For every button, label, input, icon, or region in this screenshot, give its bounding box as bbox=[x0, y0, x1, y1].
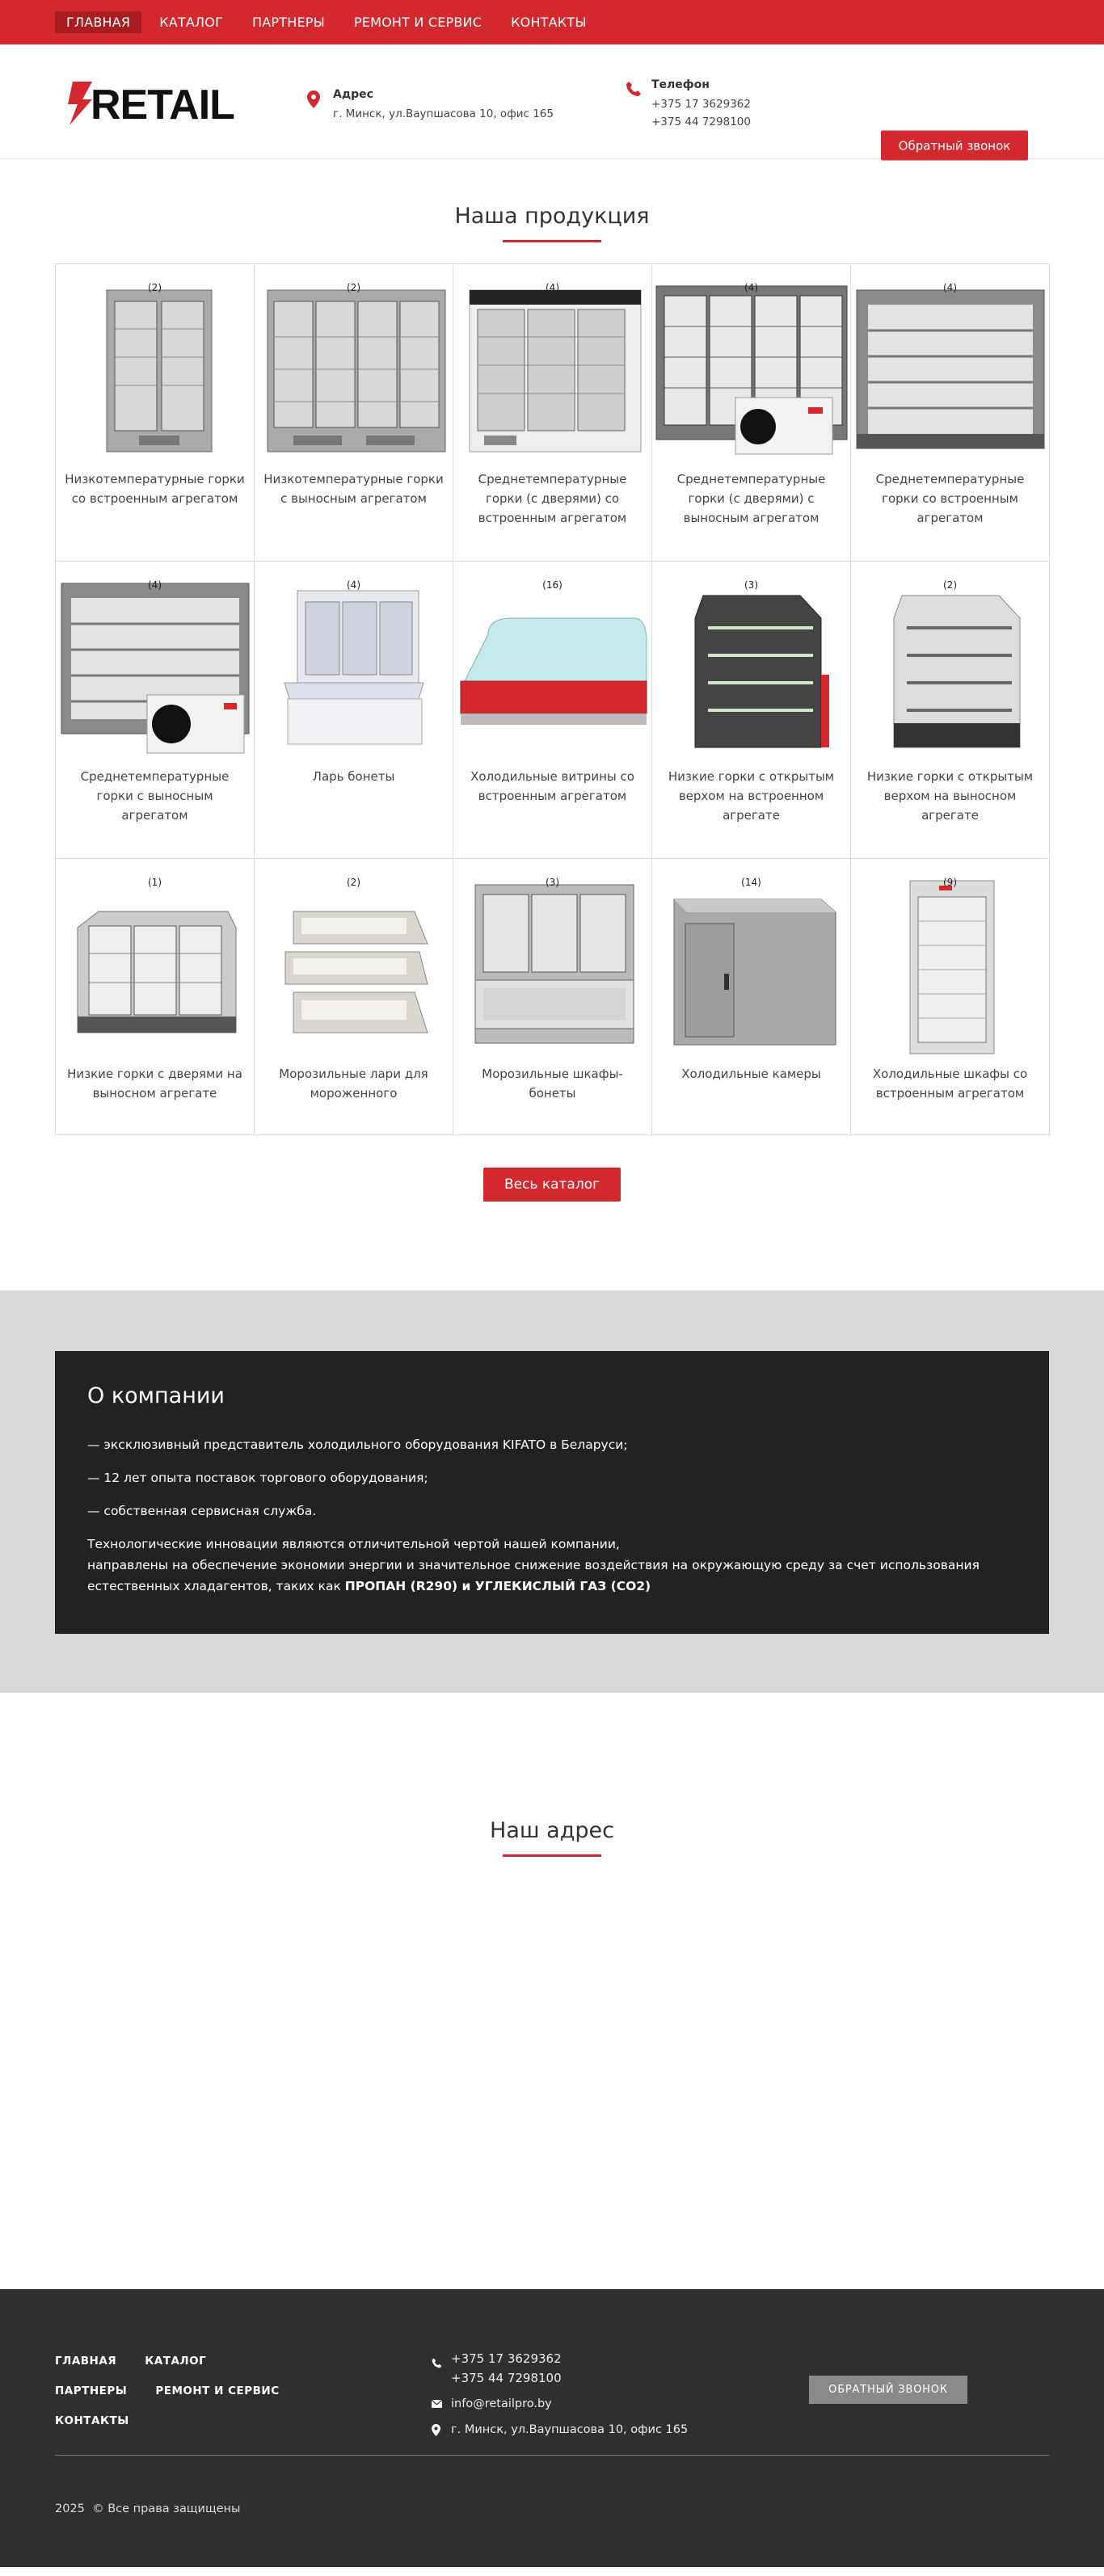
about-title: О компании bbox=[87, 1383, 225, 1408]
address-title: Наш адрес bbox=[490, 1818, 614, 1843]
footer-contacts bbox=[432, 2349, 688, 2446]
copyright-text: © Все права защищены bbox=[92, 2502, 241, 2515]
copyright bbox=[55, 2502, 240, 2515]
product-image bbox=[851, 859, 1049, 1059]
product-image bbox=[56, 859, 254, 1059]
product-label: Холодильные камеры bbox=[681, 1067, 821, 1081]
title-underline bbox=[503, 240, 601, 242]
product-card[interactable] bbox=[453, 562, 652, 859]
product-count: (2) bbox=[943, 579, 957, 591]
nav-link-partners[interactable]: ПАРТНЕРЫ bbox=[252, 15, 325, 30]
site-header bbox=[0, 44, 1104, 159]
header-address bbox=[307, 88, 554, 123]
product-count: (1) bbox=[148, 877, 162, 888]
product-image bbox=[851, 562, 1049, 762]
product-card[interactable] bbox=[652, 859, 851, 1135]
top-navigation bbox=[0, 0, 1104, 44]
about-section bbox=[0, 1290, 1104, 1693]
product-card[interactable] bbox=[851, 562, 1050, 859]
product-label: Холодильные витрины со встроенным агрегатом bbox=[470, 769, 634, 803]
product-label: Среднетемпературные горки со встроенным агрегатом bbox=[875, 472, 1025, 525]
product-card[interactable] bbox=[56, 264, 255, 562]
address-title: Адрес bbox=[333, 88, 373, 101]
product-card[interactable] bbox=[255, 562, 453, 859]
product-count: (3) bbox=[546, 877, 559, 888]
product-count: (4) bbox=[546, 282, 559, 293]
map-pin-icon bbox=[432, 2420, 451, 2439]
nav-link-repair-service[interactable]: РЕМОНТ И СЕРВИС bbox=[353, 15, 482, 30]
product-image bbox=[255, 562, 453, 762]
product-label: Среднетемпературные горки с выносным агрегатом bbox=[80, 769, 230, 823]
phone-icon bbox=[432, 2349, 451, 2372]
map-pin-icon bbox=[307, 88, 325, 123]
footer-link-catalog[interactable]: КАТАЛОГ bbox=[145, 2355, 207, 2368]
product-image bbox=[453, 562, 651, 762]
product-image bbox=[851, 264, 1049, 465]
about-panel bbox=[55, 1351, 1049, 1634]
footer-navigation bbox=[55, 2352, 330, 2442]
product-label: Низкие горки с открытым верхом на выносном агрегате bbox=[866, 769, 1034, 823]
product-image bbox=[652, 562, 850, 762]
product-label: Ларь бонеты bbox=[312, 769, 395, 784]
copyright-year: 2025 bbox=[55, 2502, 85, 2515]
title-underline bbox=[503, 1854, 601, 1857]
about-line: — 12 лет опыта поставок торгового оборудования; bbox=[87, 1471, 428, 1485]
product-card[interactable] bbox=[255, 859, 453, 1135]
footer-phone-2[interactable]: +375 44 7298100 bbox=[451, 2371, 562, 2385]
product-count: (4) bbox=[943, 282, 957, 293]
product-label: Морозильные лари для мороженного bbox=[279, 1067, 428, 1101]
product-count: (3) bbox=[744, 579, 758, 591]
site-footer bbox=[0, 2289, 1104, 2567]
product-image bbox=[56, 562, 254, 762]
full-catalog-button[interactable]: Весь каталог bbox=[483, 1168, 621, 1202]
about-paragraph bbox=[87, 1534, 1017, 1597]
nav-link-contacts[interactable]: КОНТАКТЫ bbox=[511, 15, 587, 30]
phone-number-2[interactable]: +375 44 7298100 bbox=[651, 116, 751, 128]
product-card[interactable] bbox=[255, 264, 453, 562]
footer-phone-1[interactable]: +375 17 3629362 bbox=[451, 2351, 562, 2366]
callback-button[interactable]: Обратный звонок bbox=[881, 131, 1028, 161]
product-count: (9) bbox=[943, 877, 957, 888]
product-count: (16) bbox=[542, 579, 563, 591]
address-section bbox=[0, 1693, 1104, 2289]
phone-number-1[interactable]: +375 17 3629362 bbox=[651, 98, 751, 111]
about-para-line: Технологические инновации являются отличительной чертой нашей компании, bbox=[87, 1537, 620, 1551]
product-count: (4) bbox=[148, 579, 162, 591]
product-label: Низкие горки с дверями на выносном агрегате bbox=[67, 1067, 242, 1101]
footer-link-repair-service[interactable]: РЕМОНТ И СЕРВИС bbox=[155, 2384, 280, 2397]
product-label: Холодильные шкафы со встроенным агрегатом bbox=[872, 1067, 1028, 1101]
product-image bbox=[255, 859, 453, 1059]
footer-email[interactable]: info@retailpro.by bbox=[451, 2397, 552, 2410]
footer-callback-button[interactable]: ОБРАТНЫЙ ЗВОНОК bbox=[809, 2376, 967, 2404]
product-label: Среднетемпературные горки (с дверями) со встроенным агрегатом bbox=[478, 472, 627, 525]
phone-title: Телефон bbox=[651, 78, 710, 91]
product-image bbox=[453, 859, 651, 1059]
footer-address-row bbox=[432, 2420, 688, 2439]
footer-link-partners[interactable]: ПАРТНЕРЫ bbox=[55, 2384, 128, 2397]
product-card[interactable] bbox=[56, 562, 255, 859]
footer-link-home[interactable]: ГЛАВНАЯ bbox=[55, 2355, 117, 2368]
refrigerant-highlight: ПРОПАН (R290) и УГЛЕКИСЛЫЙ ГАЗ (CO2) bbox=[344, 1579, 651, 1593]
product-card[interactable] bbox=[851, 264, 1050, 562]
about-line: — эксклюзивный представитель холодильного оборудования KIFATO в Беларуси; bbox=[87, 1437, 628, 1452]
product-card[interactable] bbox=[453, 264, 652, 562]
product-label: Низкотемпературные горки со встроенным агрегатом bbox=[65, 472, 245, 506]
product-label: Морозильные шкафы-бонеты bbox=[482, 1067, 623, 1101]
product-count: (2) bbox=[148, 282, 162, 293]
product-label: Среднетемпературные горки (с дверями) с выносным агрегатом bbox=[676, 472, 826, 525]
product-grid bbox=[55, 263, 1049, 1135]
product-image bbox=[453, 264, 651, 465]
address-text: г. Минск, ул.Ваупшасова 10, офис 165 bbox=[333, 107, 554, 120]
product-card[interactable] bbox=[652, 264, 851, 562]
product-count: (4) bbox=[347, 579, 360, 591]
product-card[interactable] bbox=[652, 562, 851, 859]
products-section bbox=[0, 159, 1104, 1202]
product-card[interactable] bbox=[851, 859, 1050, 1135]
footer-divider bbox=[55, 2455, 1049, 2456]
product-count: (14) bbox=[741, 877, 761, 888]
retail-logo[interactable] bbox=[65, 77, 234, 128]
header-phone bbox=[626, 78, 751, 131]
product-image bbox=[255, 264, 453, 465]
footer-email-row bbox=[432, 2394, 688, 2414]
product-image bbox=[652, 264, 850, 465]
footer-link-contacts[interactable]: КОНТАКТЫ bbox=[55, 2414, 129, 2427]
footer-address: г. Минск, ул.Ваупшасова 10, офис 165 bbox=[451, 2423, 689, 2436]
product-card[interactable] bbox=[453, 859, 652, 1135]
product-card[interactable] bbox=[56, 859, 255, 1135]
about-line: — собственная сервисная служба. bbox=[87, 1504, 317, 1518]
about-para-line: направлены на обеспечение экономии энергии и значительное снижение воздействия на окружающую среду за счет использования bbox=[87, 1558, 980, 1572]
phone-icon bbox=[626, 78, 643, 131]
product-image bbox=[56, 264, 254, 465]
nav-link-catalog[interactable]: КАТАЛОГ bbox=[159, 15, 224, 30]
product-label: Низкие горки с открытым верхом на встроенном агрегате bbox=[668, 769, 835, 823]
product-image bbox=[652, 859, 850, 1059]
product-label: Низкотемпературные горки с выносным агрегатом bbox=[263, 472, 444, 506]
product-count: (4) bbox=[744, 282, 758, 293]
about-para-line: естественных хладагентов, таких как bbox=[87, 1579, 345, 1593]
product-count: (2) bbox=[347, 877, 360, 888]
nav-link-home[interactable]: ГЛАВНАЯ bbox=[55, 11, 141, 33]
logo-text: RETAIL bbox=[91, 82, 234, 128]
product-count: (2) bbox=[347, 282, 360, 293]
envelope-icon bbox=[432, 2394, 451, 2411]
footer-phone-row bbox=[432, 2349, 688, 2388]
products-title: Наша продукция bbox=[454, 204, 650, 229]
